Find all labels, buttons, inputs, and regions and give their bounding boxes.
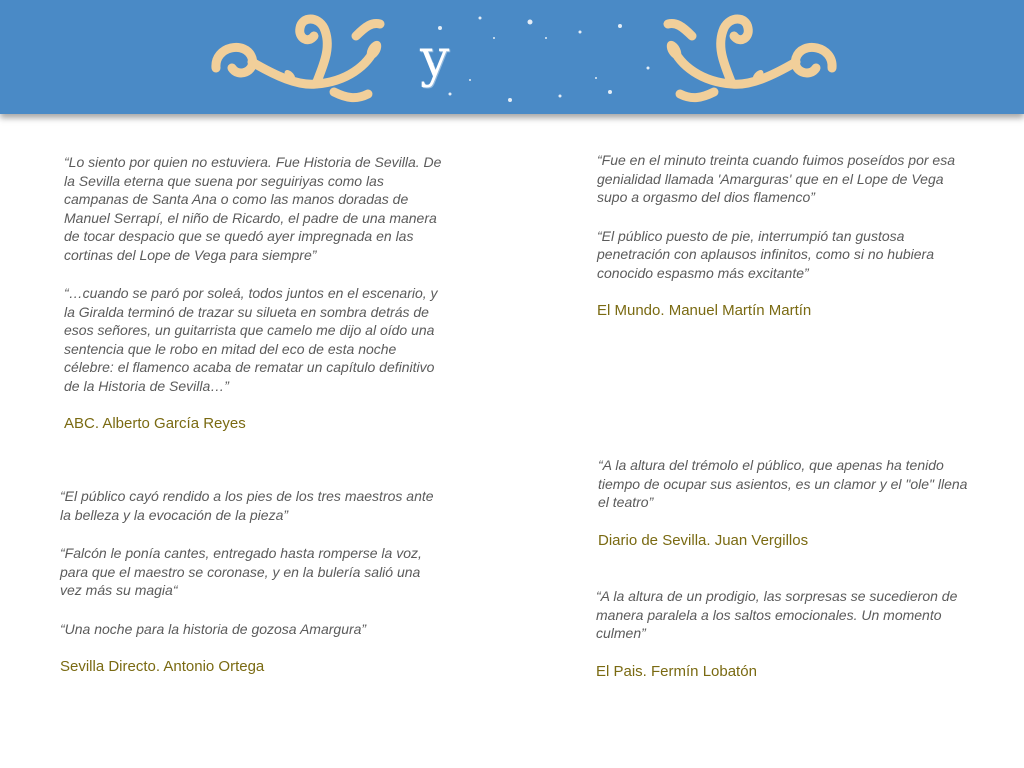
review-quote: “Una noche para la historia de gozosa Amargura” <box>60 620 367 637</box>
review-source: Diario de Sevilla. Juan Vergillos <box>598 531 809 549</box>
review-quote: “A la altura del trémolo el público, que apenas ha tenido tiempo de ocupar sus asientos, es un clamor y el "ole" llena el teatro” <box>598 457 968 510</box>
review-source: El Pais. Fermín Lobatón <box>596 662 757 680</box>
review-quote: “Falcón le ponía cantes, entregado hasta romperse la voz, para que el maestro se coronase, y en la bulería salió una vez más su magia“ <box>60 545 422 598</box>
review-quote: “El público puesto de pie, interrumpió tan gustosa penetración con aplausos infinitos, como si no hubiera conocido espasmo más excitante” <box>597 227 934 281</box>
review-el-mundo <box>597 151 977 320</box>
flourish-ornament-right-icon <box>662 6 842 106</box>
review-quote: “A la altura de un prodigio, las sorpresas se sucedieron de manera paralela a los saltos emocionales. Un momento culmen” <box>596 588 958 641</box>
review-source: Sevilla Directo. Antonio Ortega <box>60 658 265 675</box>
review-quote: “Fue en el minuto treinta cuando fuimos poseídos por esa genialidad llamada 'Amarguras' que en el Lope de Vega supo a orgasmo del dios flamenco” <box>597 152 955 205</box>
review-quote: “…cuando se paró por soleá, todos juntos en el escenario, y la Giralda terminó de trazar su silueta en sombra detrás de esos señores, un guitarrista que camelo me dijo al oído una sentencia que le robo en mitad del eco de esta noche célebre: el flamenco acaba de rematar un capítulo definitivo de la Historia de Sevilla…” <box>64 285 438 394</box>
review-el-pais <box>596 587 981 681</box>
review-diario-sevilla <box>598 456 978 550</box>
page-title: y Sevilla... <box>420 29 637 179</box>
review-abc <box>64 153 449 433</box>
review-sevilla-directo <box>60 487 440 676</box>
review-source: ABC. Alberto García Reyes <box>64 415 246 432</box>
review-source: El Mundo. Manuel Martín Martín <box>597 302 812 319</box>
review-quote: “El público cayó rendido a los pies de los tres maestros ante la belleza y la evocación de la pieza” <box>60 488 434 523</box>
review-quote: “Lo siento por quien no estuviera. Fue Historia de Sevilla. De la Sevilla eterna que suena por seguiriyas como las campanas de Santa Ana o como las manos doradas de Manuel Serrapí, el niño de Ricardo, el padre de una manera de tocar despacio que se quedó ayer impregnada en las cortinas del Lope de Vega para siempre” <box>64 154 442 263</box>
flourish-ornament-left-icon <box>206 6 386 106</box>
